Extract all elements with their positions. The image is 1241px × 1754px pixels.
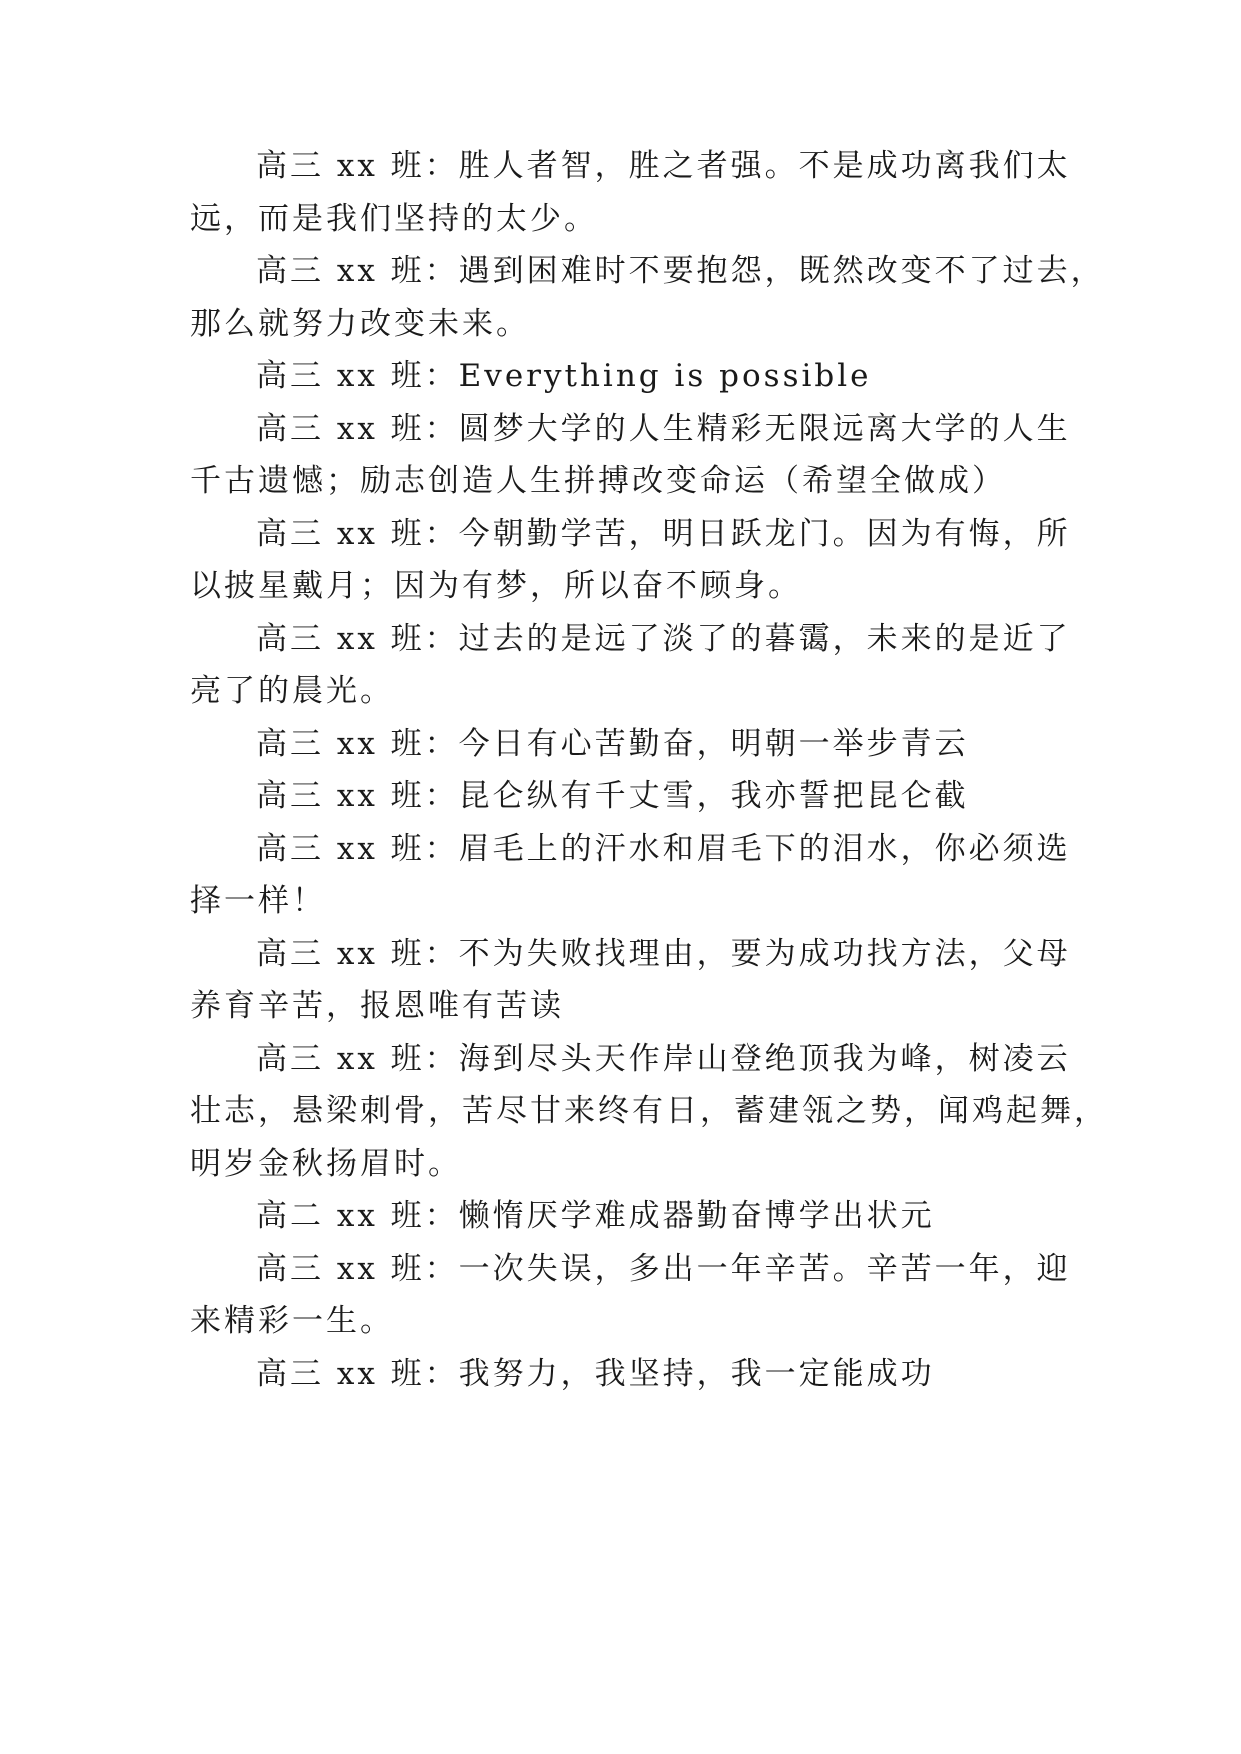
paragraph-line-first: 高三 xx 班：圆梦大学的人生精彩无限远离大学的人生	[256, 411, 1071, 447]
paragraph-line-first: 高三 xx 班：胜人者智，胜之者强。不是成功离我们太	[256, 148, 1071, 184]
paragraph-line-first: 高三 xx 班：眉毛上的汗水和眉毛下的泪水，你必须选	[256, 831, 1071, 867]
paragraph-line-first: 高二 xx 班：懒惰厌学难成器勤奋博学出状元	[256, 1198, 935, 1234]
paragraph-line: 亮了的晨光。	[190, 673, 394, 709]
paragraph-line-first: 高三 xx 班：我努力，我坚持，我一定能成功	[256, 1356, 935, 1392]
paragraph-line: 明岁金秋扬眉时。	[190, 1146, 462, 1182]
paragraph-line: 来精彩一生。	[190, 1303, 394, 1339]
paragraph-line-first: 高三 xx 班：不为失败找理由，要为成功找方法，父母	[256, 936, 1071, 972]
paragraph-line: 养育辛苦，报恩唯有苦读	[190, 988, 564, 1024]
paragraph-line: 择一样！	[190, 883, 326, 919]
paragraph-line-first: 高三 xx 班：今朝勤学苦，明日跃龙门。因为有悔，所	[256, 516, 1071, 552]
paragraph-line-first: 高三 xx 班：遇到困难时不要抱怨，既然改变不了过去，	[256, 253, 1105, 289]
paragraph-line-first: 高三 xx 班：昆仑纵有千丈雪，我亦誓把昆仑截	[256, 778, 969, 814]
paragraph-line: 壮志，悬梁刺骨，苦尽甘来终有日，蓄建瓴之势，闻鸡起舞，	[190, 1093, 1108, 1129]
paragraph-line-first: 高三 xx 班：海到尽头天作岸山登绝顶我为峰，树凌云	[256, 1041, 1071, 1077]
paragraph-line: 那么就努力改变未来。	[190, 306, 530, 342]
paragraph-line: 以披星戴月；因为有梦，所以奋不顾身。	[190, 568, 802, 604]
paragraph-line-first: 高三 xx 班：过去的是远了淡了的暮霭，未来的是近了	[256, 621, 1071, 657]
paragraph-line: 远，而是我们坚持的太少。	[190, 201, 598, 237]
paragraph-line-first: 高三 xx 班：今日有心苦勤奋，明朝一举步青云	[256, 726, 969, 762]
paragraph-line: 千古遗憾；励志创造人生拼搏改变命运（希望全做成）	[190, 463, 1006, 499]
paragraph-line-first: 高三 xx 班：一次失误，多出一年辛苦。辛苦一年，迎	[256, 1251, 1071, 1287]
paragraph-line-first: 高三 xx 班：Everything is possible	[256, 358, 872, 394]
